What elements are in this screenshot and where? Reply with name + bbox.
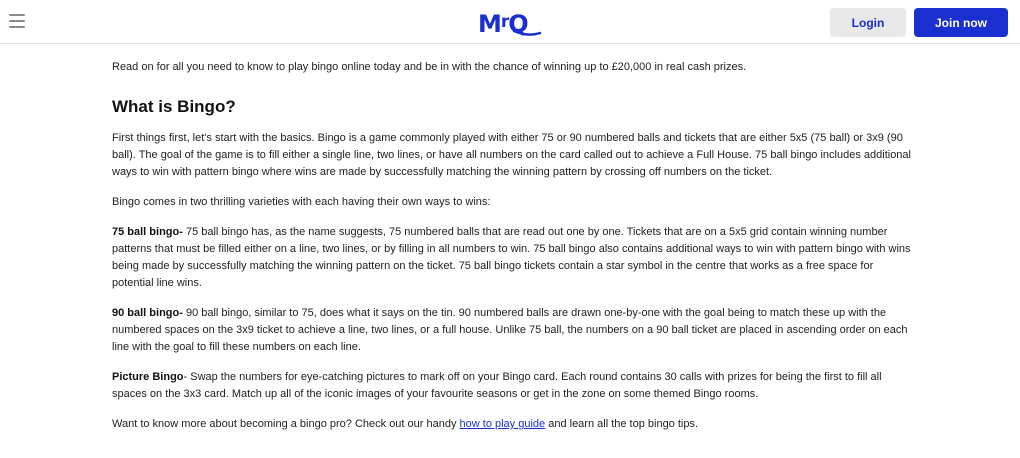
75-ball-paragraph <box>112 224 912 292</box>
picture-bingo-title: Picture Bingo <box>112 371 184 383</box>
top-header <box>0 0 1020 44</box>
bingo-basics-paragraph: First things first, let's start with the basics. Bingo is a game commonly played with either 75 or 90 numbered balls and tickets that are either 5x5 (75 ball) or 3x9 (90 ball). The goal of the game is to fill either a single line, two lines, or have all numbers on the card called out to achieve a Full House. 75 ball bingo includes additional ways to win with pattern bingo where wins are made by successfully matching the winning pattern by crossing off numbers on the ticket. <box>112 132 911 178</box>
intro-paragraph: Read on for all you need to know to play bingo online today and be in with the chance of winning up to £20,000 in real cash prizes. <box>112 61 747 73</box>
mrq-logo[interactable] <box>478 6 542 38</box>
how-to-play-guide-link[interactable]: how to play guide <box>459 418 546 430</box>
90-ball-text: 90 ball bingo, similar to 75, does what it says on the tin. 90 numbered balls are drawn one-by-one with the goal being to match these up with the numbered spaces on the 3x9 ticket to achieve a line, two lines, or a full house. Unlike 75 ball, the numbers on a 90 ball ticket are placed in ascending order on each line with the goal to fill these numbers on each line. <box>112 307 908 353</box>
guide-text-after: and learn all the top bingo tips. <box>545 418 699 430</box>
join-now-button[interactable]: Join now <box>914 8 1008 37</box>
hamburger-menu-icon[interactable] <box>9 14 25 28</box>
varieties-paragraph: Bingo comes in two thrilling varieties with each having their own ways to wins: <box>112 196 491 208</box>
article-content <box>112 30 912 446</box>
picture-bingo-text: - Swap the numbers for eye-catching pictures to mark off on your Bingo card. Each round contains 30 calls with prizes for being the first to fill all spaces on the 3x3 card. Match up all of the iconic images of your favourite seasons or get in the zone on some themed Bingo rooms. <box>112 371 882 400</box>
90-ball-paragraph <box>112 305 912 356</box>
guide-paragraph <box>112 416 912 433</box>
picture-bingo-paragraph <box>112 369 912 403</box>
section-heading: What is Bingo? <box>112 97 236 116</box>
login-button[interactable]: Login <box>830 8 906 37</box>
75-ball-title: 75 ball bingo- <box>112 226 183 238</box>
75-ball-text: 75 ball bingo has, as the name suggests, 75 numbered balls that are read out one by one. Tickets that are on a 5x5 grid contain winning number patterns that must be filled either on a line, two lines, or by filling in all numbers to win. 75 ball bingo also contains additional ways to win with pattern bingo with wins being made by successfully matching the winning pattern on the ticket. 75 ball bingo tickets contain a star symbol in the centre that works as a free space for potential line wins. <box>112 226 911 289</box>
90-ball-title: 90 ball bingo- <box>112 307 183 319</box>
logo-letter-q: Q <box>508 10 528 38</box>
logo-letter-m: M <box>478 10 501 38</box>
logo-letter-r: r <box>500 12 509 32</box>
guide-text-before: Want to know more about becoming a bingo pro? Check out our handy <box>112 418 460 430</box>
logo-text <box>478 8 528 38</box>
